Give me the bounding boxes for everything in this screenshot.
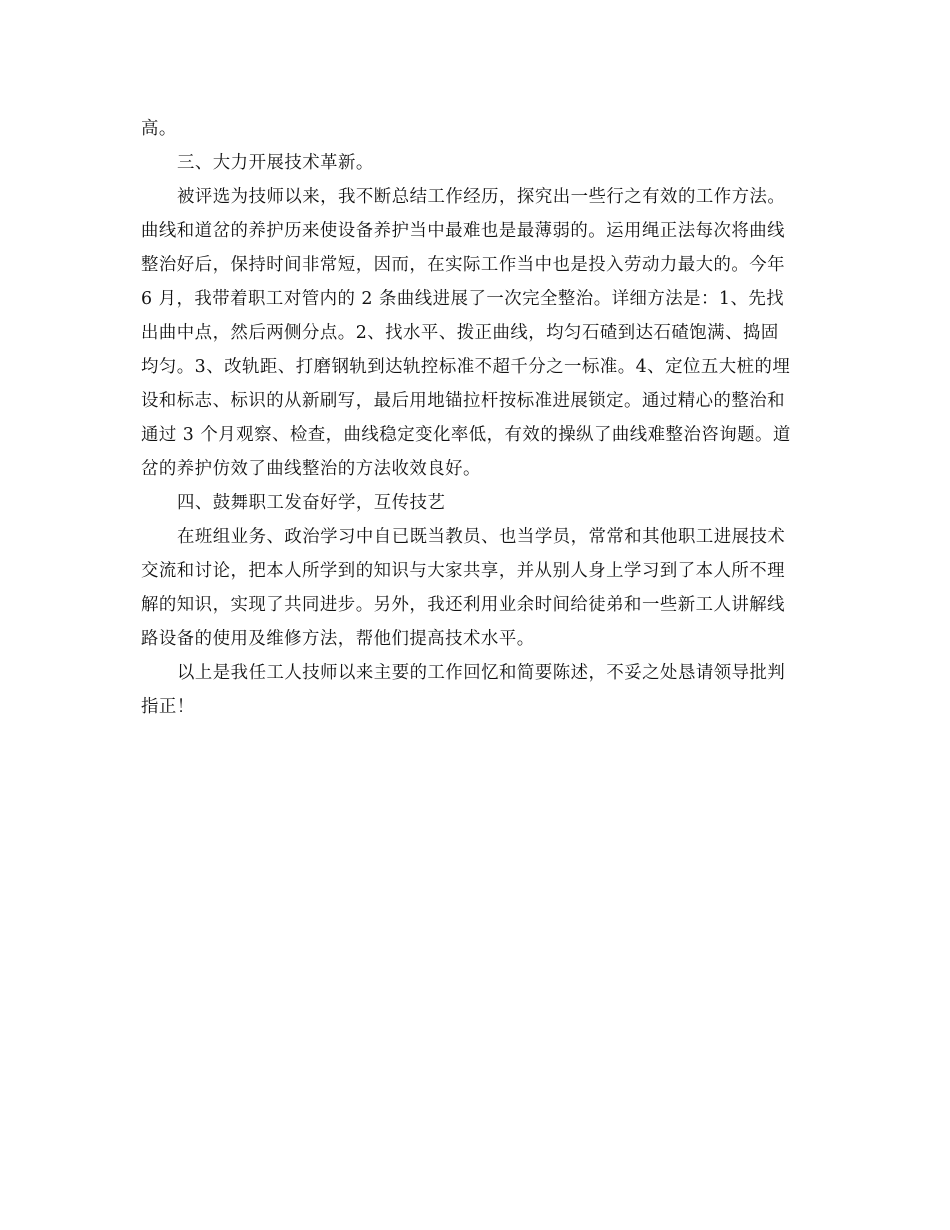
text-line: 交流和讨论，把本人所学到的知识与大家共享，并从别人身上学习到了本人所不理 [141, 561, 786, 581]
text-line: 6 月，我带着职工对管内的 2 条曲线进展了一次完全整治。详细方法是：1、先找 [141, 289, 785, 309]
text-line: 整治好后，保持时间非常短，因而，在实际工作当中也是投入劳动力最大的。今年 [141, 255, 786, 275]
text-line: 以上是我任工人技师以来主要的工作回忆和简要陈述，不妥之处恳请领导批判 [177, 663, 786, 683]
paragraph-technical-innovation [141, 180, 813, 486]
text-line: 通过 3 个月观察、检查，曲线稳定变化率低，有效的操纵了曲线难整治咨询题。道 [141, 425, 791, 445]
paragraph-skill-sharing [141, 520, 813, 656]
text-line: 岔的养护仿效了曲线整治的方法收效良好。 [141, 459, 481, 479]
text-line: 出曲中点，然后两侧分点。2、找水平、拨正曲线，均匀石碴到达石碴饱满、捣固 [141, 323, 779, 343]
text-line: 高。 [141, 119, 177, 139]
text-line: 被评选为技师以来，我不断总结工作经历，探究出一些行之有效的工作方法。 [177, 187, 786, 207]
section-heading-3 [141, 146, 813, 180]
text-line: 三、大力开展技术革新。 [177, 153, 374, 173]
paragraph-continuation [141, 112, 813, 146]
text-line: 指正！ [141, 697, 195, 717]
text-line: 解的知识，实现了共同进步。另外，我还利用业余时间给徒弟和一些新工人讲解线 [141, 595, 786, 615]
text-line: 均匀。3、改轨距、打磨钢轨到达轨控标准不超千分之一标准。4、定位五大桩的埋 [141, 357, 791, 377]
document-page [141, 112, 813, 724]
section-heading-4 [141, 486, 813, 520]
text-line: 在班组业务、政治学习中自已既当教员、也当学员，常常和其他职工进展技术 [177, 527, 786, 547]
text-line: 设和标志、标识的从新刷写，最后用地锚拉杆按标准进展锁定。通过精心的整治和 [141, 391, 786, 411]
text-line: 路设备的使用及维修方法，帮他们提高技术水平。 [141, 629, 535, 649]
text-line: 四、鼓舞职工发奋好学，互传技艺 [177, 493, 446, 513]
text-line: 曲线和道岔的养护历来使设备养护当中最难也是最薄弱的。运用绳正法每次将曲线 [141, 221, 786, 241]
paragraph-conclusion [141, 656, 813, 724]
